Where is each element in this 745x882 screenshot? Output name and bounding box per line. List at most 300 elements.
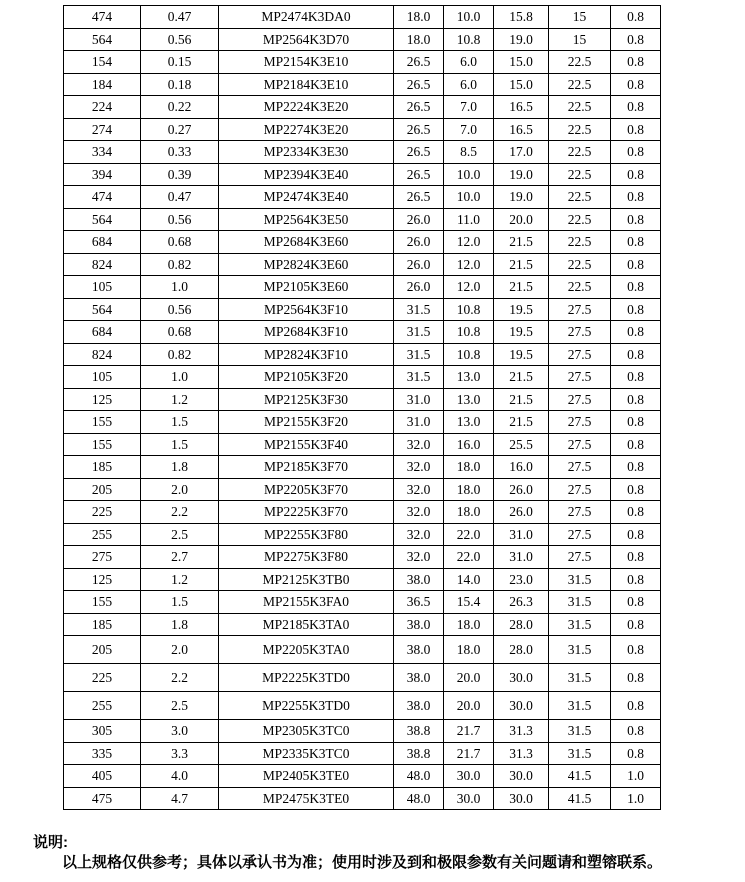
table-cell: MP2155K3F40 <box>219 433 394 456</box>
table-cell: 27.5 <box>549 321 611 344</box>
table-cell: 26.0 <box>394 253 444 276</box>
table-cell: MP2394K3E40 <box>219 163 394 186</box>
spec-table <box>63 5 661 810</box>
table-cell: 0.8 <box>611 613 661 636</box>
table-cell: 26.5 <box>394 186 444 209</box>
table-cell: 38.0 <box>394 692 444 720</box>
table-cell: 16.0 <box>494 456 549 479</box>
table-cell: 0.8 <box>611 141 661 164</box>
table-cell: 0.8 <box>611 478 661 501</box>
table-row <box>64 456 661 479</box>
table-cell: 26.5 <box>394 118 444 141</box>
table-cell: 27.5 <box>549 343 611 366</box>
table-cell: 26.5 <box>394 141 444 164</box>
table-cell: 1.2 <box>141 388 219 411</box>
table-cell: 8.5 <box>444 141 494 164</box>
table-cell: 12.0 <box>444 276 494 299</box>
table-cell: 19.5 <box>494 321 549 344</box>
table-row <box>64 51 661 74</box>
table-cell: 0.8 <box>611 411 661 434</box>
table-cell: 125 <box>64 568 141 591</box>
table-cell: 27.5 <box>549 298 611 321</box>
table-cell: 1.8 <box>141 456 219 479</box>
table-cell: MP2684K3E60 <box>219 231 394 254</box>
table-cell: 20.0 <box>444 664 494 692</box>
table-cell: 0.8 <box>611 742 661 765</box>
table-cell: 20.0 <box>444 692 494 720</box>
table-cell: 20.0 <box>494 208 549 231</box>
table-cell: 0.8 <box>611 720 661 743</box>
table-cell: 28.0 <box>494 613 549 636</box>
table-cell: MP2224K3E20 <box>219 96 394 119</box>
table-cell: 0.8 <box>611 591 661 614</box>
table-cell: 405 <box>64 765 141 788</box>
table-row <box>64 388 661 411</box>
table-cell: 22.5 <box>549 96 611 119</box>
table-cell: 0.8 <box>611 636 661 664</box>
table-cell: 255 <box>64 692 141 720</box>
table-cell: 18.0 <box>444 636 494 664</box>
table-cell: 41.5 <box>549 765 611 788</box>
table-row <box>64 411 661 434</box>
table-cell: 185 <box>64 613 141 636</box>
table-cell: 36.5 <box>394 591 444 614</box>
table-cell: 0.8 <box>611 186 661 209</box>
table-cell: 684 <box>64 231 141 254</box>
table-cell: 2.2 <box>141 501 219 524</box>
table-cell: 0.8 <box>611 6 661 29</box>
table-row <box>64 478 661 501</box>
table-cell: 27.5 <box>549 456 611 479</box>
table-cell: MP2275K3F80 <box>219 546 394 569</box>
table-cell: MP2154K3E10 <box>219 51 394 74</box>
table-cell: 0.8 <box>611 664 661 692</box>
table-cell: 7.0 <box>444 96 494 119</box>
table-cell: MP2105K3F20 <box>219 366 394 389</box>
table-cell: 30.0 <box>494 664 549 692</box>
table-cell: 28.0 <box>494 636 549 664</box>
table-row <box>64 787 661 810</box>
table-cell: 18.0 <box>394 28 444 51</box>
table-cell: 31.3 <box>494 742 549 765</box>
table-cell: 22.5 <box>549 253 611 276</box>
table-cell: MP2225K3F70 <box>219 501 394 524</box>
table-cell: 205 <box>64 636 141 664</box>
table-row <box>64 141 661 164</box>
table-cell: 12.0 <box>444 253 494 276</box>
table-cell: 1.0 <box>611 765 661 788</box>
table-cell: 16.5 <box>494 96 549 119</box>
table-cell: 475 <box>64 787 141 810</box>
table-cell: 14.0 <box>444 568 494 591</box>
table-cell: 30.0 <box>494 787 549 810</box>
table-row <box>64 231 661 254</box>
table-row <box>64 720 661 743</box>
table-cell: 26.0 <box>394 231 444 254</box>
table-cell: MP2334K3E30 <box>219 141 394 164</box>
table-row <box>64 664 661 692</box>
table-cell: 0.68 <box>141 321 219 344</box>
table-cell: 0.8 <box>611 208 661 231</box>
table-cell: 10.8 <box>444 343 494 366</box>
table-cell: 335 <box>64 742 141 765</box>
table-cell: 0.47 <box>141 186 219 209</box>
table-cell: 27.5 <box>549 411 611 434</box>
table-cell: 0.8 <box>611 433 661 456</box>
table-row <box>64 636 661 664</box>
table-cell: 19.0 <box>494 186 549 209</box>
table-cell: 48.0 <box>394 765 444 788</box>
table-cell: 31.5 <box>394 298 444 321</box>
table-cell: 31.5 <box>549 636 611 664</box>
table-cell: 0.8 <box>611 546 661 569</box>
table-cell: MP2274K3E20 <box>219 118 394 141</box>
table-cell: MP2564K3E50 <box>219 208 394 231</box>
table-cell: 1.2 <box>141 568 219 591</box>
table-cell: 10.0 <box>444 6 494 29</box>
table-cell: 23.0 <box>494 568 549 591</box>
table-cell: 1.0 <box>611 787 661 810</box>
table-cell: MP2684K3F10 <box>219 321 394 344</box>
spec-table-body <box>64 6 661 810</box>
table-row <box>64 208 661 231</box>
table-cell: 32.0 <box>394 478 444 501</box>
table-row <box>64 366 661 389</box>
table-row <box>64 501 661 524</box>
table-cell: 225 <box>64 664 141 692</box>
table-cell: 31.0 <box>394 411 444 434</box>
table-row <box>64 276 661 299</box>
table-cell: 0.8 <box>611 321 661 344</box>
table-cell: 31.5 <box>549 692 611 720</box>
table-cell: 10.0 <box>444 186 494 209</box>
table-cell: MP2125K3F30 <box>219 388 394 411</box>
table-cell: 38.8 <box>394 720 444 743</box>
table-cell: 26.0 <box>494 501 549 524</box>
table-cell: 18.0 <box>444 501 494 524</box>
table-cell: 15.8 <box>494 6 549 29</box>
table-cell: 22.0 <box>444 546 494 569</box>
table-cell: 38.8 <box>394 742 444 765</box>
table-cell: 15.0 <box>494 51 549 74</box>
table-cell: 27.5 <box>549 478 611 501</box>
table-cell: 105 <box>64 276 141 299</box>
table-row <box>64 163 661 186</box>
table-cell: 334 <box>64 141 141 164</box>
table-cell: 0.8 <box>611 73 661 96</box>
table-cell: 30.0 <box>444 787 494 810</box>
table-cell: 21.5 <box>494 366 549 389</box>
table-cell: 15 <box>549 28 611 51</box>
table-cell: 27.5 <box>549 433 611 456</box>
table-cell: 15 <box>549 6 611 29</box>
table-cell: 155 <box>64 411 141 434</box>
table-cell: 31.5 <box>549 613 611 636</box>
table-cell: 0.56 <box>141 208 219 231</box>
table-cell: 19.0 <box>494 163 549 186</box>
table-cell: MP2305K3TC0 <box>219 720 394 743</box>
table-cell: 3.3 <box>141 742 219 765</box>
table-cell: 18.0 <box>394 6 444 29</box>
table-cell: 16.5 <box>494 118 549 141</box>
table-cell: 30.0 <box>494 765 549 788</box>
table-cell: 21.5 <box>494 388 549 411</box>
table-cell: 564 <box>64 208 141 231</box>
table-cell: 474 <box>64 186 141 209</box>
table-cell: 19.5 <box>494 298 549 321</box>
table-cell: 15.0 <box>494 73 549 96</box>
table-cell: 22.5 <box>549 51 611 74</box>
table-cell: 1.0 <box>141 276 219 299</box>
table-cell: 0.27 <box>141 118 219 141</box>
table-cell: 30.0 <box>444 765 494 788</box>
table-cell: 105 <box>64 366 141 389</box>
table-cell: 0.8 <box>611 501 661 524</box>
table-cell: 38.0 <box>394 613 444 636</box>
table-row <box>64 742 661 765</box>
table-cell: 26.5 <box>394 96 444 119</box>
table-cell: MP2185K3TA0 <box>219 613 394 636</box>
table-cell: 26.3 <box>494 591 549 614</box>
table-cell: 10.8 <box>444 298 494 321</box>
table-cell: 22.5 <box>549 73 611 96</box>
table-row <box>64 96 661 119</box>
table-cell: 474 <box>64 6 141 29</box>
table-cell: 38.0 <box>394 636 444 664</box>
table-cell: 32.0 <box>394 456 444 479</box>
table-cell: 0.56 <box>141 28 219 51</box>
table-cell: 22.5 <box>549 231 611 254</box>
table-cell: MP2824K3E60 <box>219 253 394 276</box>
table-cell: 12.0 <box>444 231 494 254</box>
table-cell: 1.5 <box>141 433 219 456</box>
table-cell: 26.0 <box>494 478 549 501</box>
table-cell: MP2184K3E10 <box>219 73 394 96</box>
table-row <box>64 591 661 614</box>
table-row <box>64 692 661 720</box>
table-cell: 1.5 <box>141 411 219 434</box>
table-cell: 27.5 <box>549 546 611 569</box>
table-row <box>64 253 661 276</box>
table-cell: 2.0 <box>141 636 219 664</box>
table-row <box>64 321 661 344</box>
table-cell: 31.5 <box>549 720 611 743</box>
table-cell: 19.5 <box>494 343 549 366</box>
table-cell: 155 <box>64 433 141 456</box>
table-cell: MP2255K3F80 <box>219 523 394 546</box>
table-cell: 275 <box>64 546 141 569</box>
table-cell: 18.0 <box>444 456 494 479</box>
table-cell: 22.5 <box>549 141 611 164</box>
table-cell: 15.4 <box>444 591 494 614</box>
table-cell: 305 <box>64 720 141 743</box>
table-cell: 25.5 <box>494 433 549 456</box>
table-cell: 185 <box>64 456 141 479</box>
table-cell: 38.0 <box>394 664 444 692</box>
table-cell: 26.5 <box>394 51 444 74</box>
table-cell: 0.8 <box>611 456 661 479</box>
table-cell: 26.5 <box>394 73 444 96</box>
table-cell: 155 <box>64 591 141 614</box>
table-cell: 31.5 <box>394 343 444 366</box>
table-cell: 21.5 <box>494 231 549 254</box>
table-cell: MP2155K3F20 <box>219 411 394 434</box>
table-cell: 10.0 <box>444 163 494 186</box>
table-row <box>64 6 661 29</box>
table-cell: MP2564K3F10 <box>219 298 394 321</box>
table-cell: 0.39 <box>141 163 219 186</box>
table-cell: 11.0 <box>444 208 494 231</box>
table-cell: 26.5 <box>394 163 444 186</box>
table-cell: 6.0 <box>444 73 494 96</box>
table-cell: 0.8 <box>611 523 661 546</box>
table-cell: MP2564K3D70 <box>219 28 394 51</box>
table-cell: 21.7 <box>444 742 494 765</box>
table-cell: 7.0 <box>444 118 494 141</box>
table-cell: 31.5 <box>549 664 611 692</box>
table-row <box>64 118 661 141</box>
table-cell: 27.5 <box>549 501 611 524</box>
table-cell: 1.5 <box>141 591 219 614</box>
table-cell: MP2125K3TB0 <box>219 568 394 591</box>
table-cell: MP2185K3F70 <box>219 456 394 479</box>
table-cell: 0.82 <box>141 343 219 366</box>
table-cell: 48.0 <box>394 787 444 810</box>
table-cell: 32.0 <box>394 501 444 524</box>
note-label: 说明: <box>33 834 68 851</box>
table-cell: 22.0 <box>444 523 494 546</box>
table-cell: 1.0 <box>141 366 219 389</box>
table-cell: 31.0 <box>494 546 549 569</box>
table-cell: 564 <box>64 298 141 321</box>
table-cell: 22.5 <box>549 118 611 141</box>
table-row <box>64 765 661 788</box>
table-row <box>64 28 661 51</box>
table-cell: 0.8 <box>611 231 661 254</box>
table-cell: 27.5 <box>549 523 611 546</box>
table-cell: 4.7 <box>141 787 219 810</box>
table-cell: 205 <box>64 478 141 501</box>
table-cell: 22.5 <box>549 163 611 186</box>
table-cell: 31.5 <box>549 742 611 765</box>
table-cell: 0.33 <box>141 141 219 164</box>
table-cell: MP2255K3TD0 <box>219 692 394 720</box>
table-cell: 19.0 <box>494 28 549 51</box>
table-cell: 41.5 <box>549 787 611 810</box>
table-cell: 31.0 <box>394 388 444 411</box>
table-row <box>64 523 661 546</box>
table-cell: 22.5 <box>549 186 611 209</box>
table-cell: 684 <box>64 321 141 344</box>
table-cell: 0.18 <box>141 73 219 96</box>
table-cell: 184 <box>64 73 141 96</box>
table-row <box>64 298 661 321</box>
table-cell: 21.5 <box>494 276 549 299</box>
table-cell: 13.0 <box>444 366 494 389</box>
table-cell: 13.0 <box>444 411 494 434</box>
table-cell: 0.22 <box>141 96 219 119</box>
table-cell: 22.5 <box>549 208 611 231</box>
table-cell: 31.0 <box>494 523 549 546</box>
table-cell: 824 <box>64 253 141 276</box>
table-cell: 18.0 <box>444 478 494 501</box>
table-cell: MP2335K3TC0 <box>219 742 394 765</box>
table-cell: 3.0 <box>141 720 219 743</box>
table-cell: 21.5 <box>494 253 549 276</box>
table-cell: 22.5 <box>549 276 611 299</box>
table-row <box>64 546 661 569</box>
table-cell: 0.8 <box>611 96 661 119</box>
table-cell: 38.0 <box>394 568 444 591</box>
table-cell: MP2824K3F10 <box>219 343 394 366</box>
table-cell: 10.8 <box>444 321 494 344</box>
table-cell: MP2474K3DA0 <box>219 6 394 29</box>
table-cell: MP2405K3TE0 <box>219 765 394 788</box>
table-cell: 0.8 <box>611 118 661 141</box>
table-cell: 21.7 <box>444 720 494 743</box>
table-cell: 0.8 <box>611 253 661 276</box>
table-cell: 31.3 <box>494 720 549 743</box>
table-cell: 18.0 <box>444 613 494 636</box>
table-cell: 30.0 <box>494 692 549 720</box>
table-cell: 26.0 <box>394 208 444 231</box>
table-cell: 32.0 <box>394 546 444 569</box>
table-cell: MP2225K3TD0 <box>219 664 394 692</box>
table-cell: 0.8 <box>611 568 661 591</box>
table-cell: 0.8 <box>611 51 661 74</box>
table-cell: 2.5 <box>141 692 219 720</box>
table-cell: MP2205K3TA0 <box>219 636 394 664</box>
table-row <box>64 613 661 636</box>
note-text: 以上规格仅供参考；具体以承认书为准；使用时涉及到和极限参数有关问题请和塑镕联系。 <box>62 854 663 871</box>
table-cell: 4.0 <box>141 765 219 788</box>
table-cell: 0.8 <box>611 388 661 411</box>
table-cell: 0.15 <box>141 51 219 74</box>
table-cell: 31.5 <box>549 568 611 591</box>
table-cell: 16.0 <box>444 433 494 456</box>
table-cell: 2.5 <box>141 523 219 546</box>
table-cell: 21.5 <box>494 411 549 434</box>
table-cell: 17.0 <box>494 141 549 164</box>
table-cell: 824 <box>64 343 141 366</box>
table-cell: MP2474K3E40 <box>219 186 394 209</box>
table-cell: 0.8 <box>611 276 661 299</box>
table-row <box>64 73 661 96</box>
table-cell: 0.8 <box>611 298 661 321</box>
table-cell: 31.5 <box>394 366 444 389</box>
table-cell: 564 <box>64 28 141 51</box>
table-cell: 27.5 <box>549 366 611 389</box>
table-cell: 6.0 <box>444 51 494 74</box>
table-cell: 32.0 <box>394 523 444 546</box>
table-cell: 0.82 <box>141 253 219 276</box>
table-cell: MP2205K3F70 <box>219 478 394 501</box>
table-cell: 125 <box>64 388 141 411</box>
table-row <box>64 343 661 366</box>
table-cell: 0.8 <box>611 28 661 51</box>
table-cell: 274 <box>64 118 141 141</box>
table-cell: 0.8 <box>611 343 661 366</box>
table-cell: 27.5 <box>549 388 611 411</box>
table-cell: 255 <box>64 523 141 546</box>
table-cell: 225 <box>64 501 141 524</box>
table-cell: 26.0 <box>394 276 444 299</box>
table-cell: 31.5 <box>394 321 444 344</box>
table-cell: 2.7 <box>141 546 219 569</box>
table-row <box>64 433 661 456</box>
table-row <box>64 568 661 591</box>
table-cell: 0.47 <box>141 6 219 29</box>
